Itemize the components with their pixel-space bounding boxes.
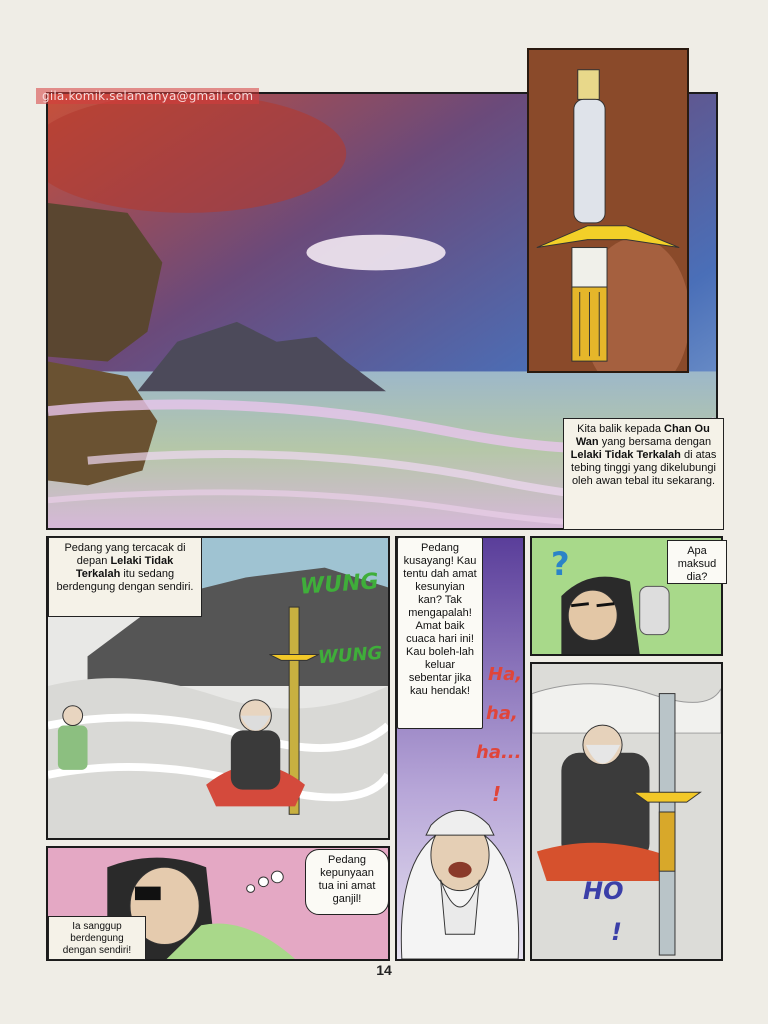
caption-intro-text-3: di atas tebing tinggi yang dikelubungi oleh awan tebal itu sekarang. xyxy=(571,449,717,487)
caption-sword-text-2: itu sedang berdengung dengan sendiri. xyxy=(56,568,194,593)
caption-sword-name: Lelaki Tidak Terkalah xyxy=(75,555,174,580)
sfx-ha-2: ha, xyxy=(486,703,518,724)
speech-bubble-what-mean xyxy=(667,540,727,584)
sfx-ha-3: ha... xyxy=(476,742,522,763)
sfx-wung-2: WUNG xyxy=(317,642,383,669)
speech-bubble-master xyxy=(397,537,483,729)
caption-intro-text-2: yang bersama dengan xyxy=(598,436,712,448)
question-mark: ? xyxy=(551,545,570,583)
panel-master-with-sword xyxy=(530,662,723,961)
caption-intro-text-1: Kita balik kepada xyxy=(577,423,664,435)
sword-hilt-art xyxy=(529,50,687,371)
sfx-wung-1: WUNG xyxy=(299,569,380,600)
page-number: 14 xyxy=(376,962,392,978)
panel-sword-inset xyxy=(527,48,689,373)
caption-self-hum-text: Ia sanggup berdengung dengan sendiri! xyxy=(62,921,132,956)
watermark-email: gila.komik.selamanya@gmail.com xyxy=(36,88,259,104)
caption-intro xyxy=(563,418,724,530)
sfx-exclaim-1: ! xyxy=(492,782,502,806)
speech-master-text: Pedang kusayang! Kau tentu dah amat kesunyian kan? Tak mengapalah! Amat baik cuaca hari ini! Kau boleh-lah keluar sebentar jika kau hendak! xyxy=(403,542,477,697)
thought-strange-text: Pedang kepunyaan tua ini amat ganjil! xyxy=(318,854,376,905)
caption-sword-text-1: Pedang yang tercacak di depan xyxy=(64,542,186,567)
sfx-ho: HO xyxy=(583,877,624,905)
master-sword-art xyxy=(532,664,721,959)
speech-what-mean-text: Apa maksud dia? xyxy=(677,545,717,583)
sfx-ha-1: Ha, xyxy=(488,664,523,685)
caption-self-hum xyxy=(48,916,146,960)
sfx-exclaim-2: ! xyxy=(611,918,622,946)
caption-intro-name-2: Lelaki Tidak Terkalah xyxy=(570,449,681,461)
caption-sword-humming xyxy=(48,537,202,617)
caption-intro-name-1: Chan Ou Wan xyxy=(575,423,710,448)
thought-bubble-strange xyxy=(305,849,389,915)
